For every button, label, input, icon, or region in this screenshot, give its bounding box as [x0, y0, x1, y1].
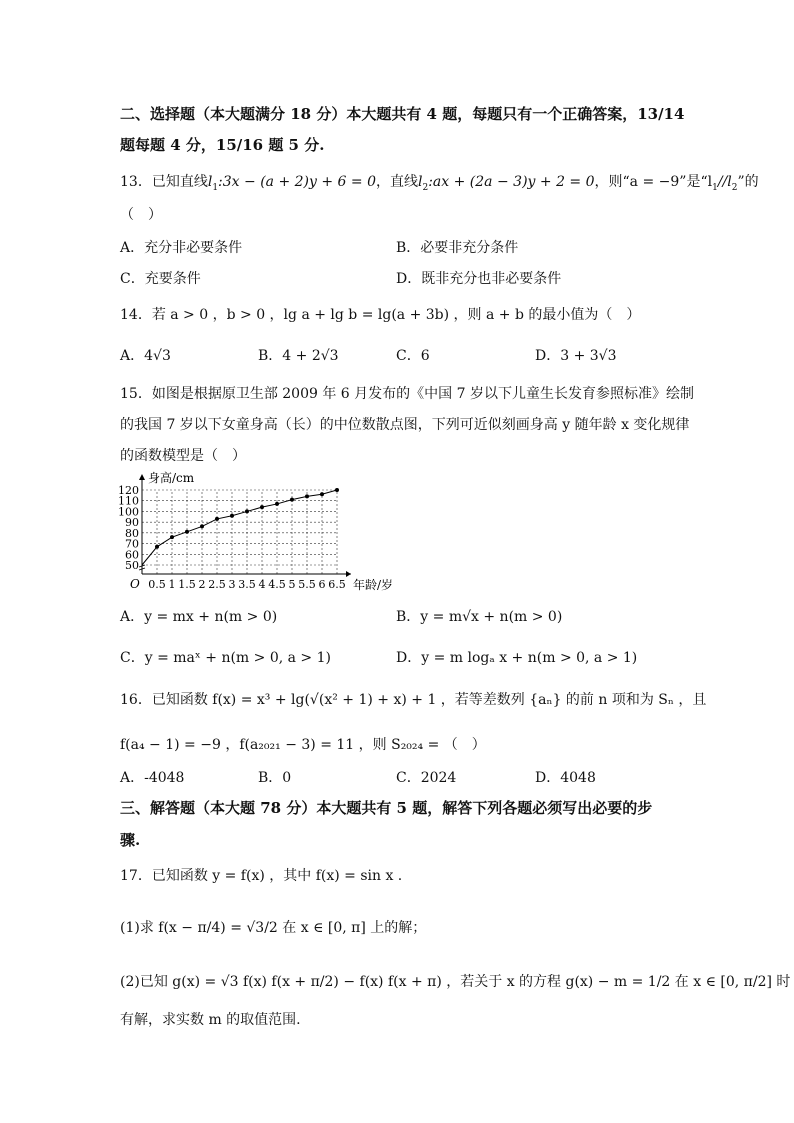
y-tick-label: 120	[118, 484, 139, 497]
q13-l1-eq: :3x − (a + 2)y + 6 = 0	[218, 174, 376, 190]
q13-tail2: //l	[717, 174, 732, 190]
q14-stem: 14．若 a > 0 ，b > 0 ，lg a + lg b = lg(a + 3b) ，则 a + b 的最小值为（ ）	[120, 307, 641, 323]
q15-line2: 的我国 7 岁以下女童身高（长）的中位数散点图，下列可近似刻画身高 y 随年龄 x 变化规律	[120, 417, 690, 433]
q16-option-d: D．4048	[535, 770, 596, 786]
q15-option-b: B．y = m√x + n(m > 0)	[396, 609, 563, 625]
y-tick-label: 70	[125, 537, 139, 551]
x-tick-label: 3.5	[238, 578, 256, 591]
q15-option-d: D．y = m logₐ x + n(m > 0, a > 1)	[396, 650, 638, 666]
section2-heading-line1: 二、选择题（本大题满分 18 分）本大题共有 4 题，每题只有一个正确答案，13/14	[120, 105, 685, 123]
q14-option-a: A．4√3	[120, 348, 171, 364]
section3-heading-line1: 三、解答题（本大题 78 分）本大题共有 5 题，解答下列各题必须写出必要的步	[120, 799, 653, 817]
data-point	[185, 530, 189, 534]
y-tick-label: 90	[125, 516, 139, 530]
x-tick-label: 1.5	[178, 578, 196, 591]
q13-option-a: A．充分非必要条件	[120, 240, 243, 256]
x-tick-label: 4.5	[268, 578, 286, 591]
q13-option-b: B．必要非充分条件	[396, 240, 519, 256]
height-age-scatter-chart	[112, 466, 412, 596]
y-axis-arrow	[139, 474, 145, 480]
data-point	[170, 535, 174, 539]
trend-line	[142, 490, 337, 565]
data-point	[290, 498, 294, 502]
q15-line1: 15．如图是根据原卫生部 2009 年 6 月发布的《中国 7 岁以下儿童生长发育参照标准》绘制	[120, 386, 694, 402]
x-tick-label: 3	[228, 578, 236, 591]
x-axis-label: 年龄/岁	[353, 578, 394, 592]
x-axis-arrow	[346, 571, 351, 577]
section2-heading-line2: 题每题 4 分，15/16 题 5 分.	[120, 136, 325, 154]
q13-stem-a: 13．已知直线	[120, 174, 208, 190]
q16-line2: f(a₄ − 1) = −9 ，f(a₂₀₂₁ − 3) = 11 ，则 S₂₀₂₄ = （ ）	[120, 737, 486, 753]
x-tick-label: 2	[198, 578, 206, 591]
q13-l2-eq: :ax + (2a − 3)y + 2 = 0	[428, 174, 595, 190]
q13-paren: （ ）	[120, 207, 162, 223]
q16-option-a: A．-4048	[120, 770, 185, 786]
data-point	[155, 545, 159, 549]
section3-heading-line2: 骤.	[120, 831, 141, 849]
x-tick-label: 0.5	[148, 578, 166, 591]
q16-line1: 16．已知函数 f(x) = x³ + lg(√(x² + 1) + x) + 1 ，若等差数列 {aₙ} 的前 n 项和为 Sₙ ，且	[120, 692, 707, 708]
data-point	[305, 494, 309, 498]
data-point	[320, 492, 324, 496]
x-tick-label: 1	[168, 578, 176, 591]
x-tick-label: 6	[318, 578, 326, 591]
y-tick-label: 110	[118, 494, 139, 508]
q15-line3: 的函数模型是（ ）	[120, 448, 246, 464]
q15-option-c: C．y = maˣ + n(m > 0, a > 1)	[120, 650, 331, 666]
data-point	[200, 524, 204, 528]
x-tick-label: 4	[258, 578, 266, 591]
q16-option-c: C．2024	[396, 770, 457, 786]
x-tick-label: 6.5	[328, 578, 346, 591]
q14-option-c: C．6	[396, 348, 430, 364]
q14-option-b: B．4 + 2√3	[258, 348, 339, 364]
data-point	[335, 488, 339, 492]
q16-option-b: B．0	[258, 770, 292, 786]
y-axis-label: 身高/cm	[148, 471, 195, 485]
y-tick-label: 100	[118, 505, 139, 519]
q13-option-c: C．充要条件	[120, 271, 201, 287]
q13-tail: ，则“a = −9”是“l	[594, 174, 713, 190]
data-point	[230, 514, 234, 518]
data-point	[215, 517, 219, 521]
x-tick-label: 5	[288, 578, 296, 591]
q17-part1: (1)求 f(x − π/4) = √3/2 在 x ∈ [0, π] 上的解；	[120, 920, 427, 936]
q13-l2-name: l	[418, 174, 423, 190]
y-tick-label: 80	[125, 526, 139, 540]
q13-option-d: D．既非充分也非必要条件	[396, 271, 562, 287]
q13-tail3: ”的	[737, 174, 759, 190]
q15-option-a: A．y = mx + n(m > 0)	[120, 609, 278, 625]
q13-mid: ，直线	[376, 174, 418, 190]
q13-stem: 13．已知直线$l_1:3x - (a + 2)y + 6 = 0$，直线$l_2:ax + (2a - 3)y + 2 = 0$，则“a = −9”是“$l_1//l_2$”的	[120, 174, 759, 193]
x-tick-label: 2.5	[208, 578, 226, 591]
x-tick-label: 5.5	[298, 578, 316, 591]
q17-part2-line2: 有解，求实数 m 的取值范围.	[120, 1012, 301, 1028]
q13-l1-name: l	[207, 174, 213, 190]
data-point	[275, 502, 279, 506]
data-point	[245, 509, 249, 513]
q17-stem: 17．已知函数 y = f(x) ，其中 f(x) = sin x .	[120, 868, 403, 884]
origin-label: O	[130, 577, 140, 591]
q14-option-d: D．3 + 3√3	[535, 348, 617, 364]
data-point	[260, 505, 264, 509]
y-tick-label: 50	[125, 559, 139, 572]
y-tick-label: 60	[125, 548, 139, 562]
q17-part2-line1: (2)已知 g(x) = √3 f(x) f(x + π/2) − f(x) f(x + π) ，若关于 x 的方程 g(x) − m = 1/2 在 x ∈ [0, π/2] 时	[120, 974, 791, 990]
